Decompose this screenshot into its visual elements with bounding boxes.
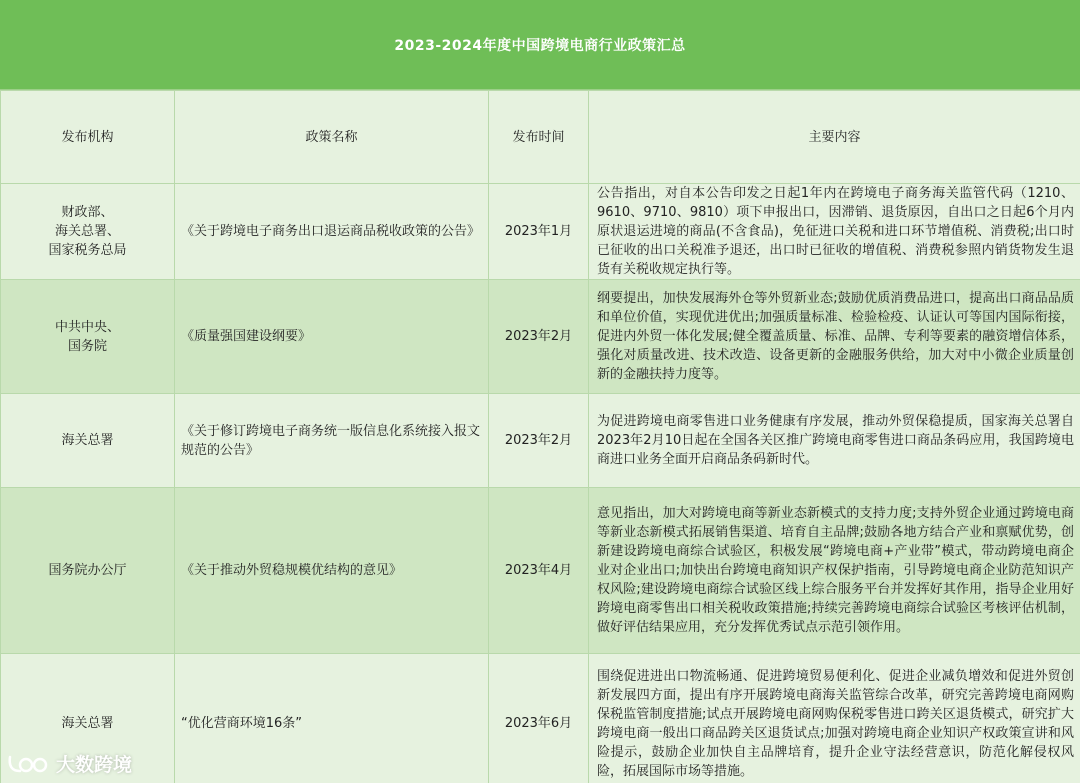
header-row <box>1 91 1080 184</box>
policy-name-cell: 《质量强国建设纲要》 <box>175 280 489 394</box>
org-cell <box>1 280 175 394</box>
org-line: 国务院办公厅 <box>48 563 127 578</box>
org-line: 中共中央、 <box>54 319 120 335</box>
header-content: 主要内容 <box>589 91 1080 184</box>
table-row <box>1 394 1080 488</box>
table-row <box>1 654 1080 783</box>
org-line: 国家税务总局 <box>48 243 127 258</box>
date-cell: 2023年4月 <box>489 488 589 654</box>
content-cell: 为促进跨境电商零售进口业务健康有序发展，推动外贸保稳提质，国家海关总署自2023年2月10日起在全国各关区推广跨境电商零售进口商品条码应用，我国跨境电商进口业务全面开启商品条码新时代。 <box>589 394 1080 488</box>
date-cell: 2023年2月 <box>489 280 589 394</box>
date-cell: 2023年1月 <box>489 184 589 280</box>
table-row <box>1 184 1080 280</box>
org-line: 国务院 <box>67 338 107 354</box>
header-date: 发布时间 <box>489 91 589 184</box>
policy-name-cell: 《关于修订跨境电子商务统一版信息化系统接入报文规范的公告》 <box>175 394 489 488</box>
org-line: 海关总署 <box>61 716 114 731</box>
table-title: 2023-2024年度中国跨境电商行业政策汇总 <box>0 0 1080 90</box>
org-cell <box>1 394 175 488</box>
org-line: 海关总署 <box>61 433 114 448</box>
brand-logo-icon <box>6 753 50 775</box>
content-cell: 纲要提出，加快发展海外仓等外贸新业态;鼓励优质消费品进口，提高出口商品品质和单位价值，实现优进优出;加强质量标准、检验检疫、认证认可等国内国际衔接，促进内外贸一体化发展;健全覆盖质量、标准、品牌、专利等要素的融资增信体系，强化对质量改进、技术改造、设备更新的金融服务供给，加大对中小微企业质量创新的金融扶持力度等。 <box>589 280 1080 394</box>
policy-name-cell: 《关于跨境电子商务出口退运商品税收政策的公告》 <box>175 184 489 280</box>
policy-table <box>0 90 1080 783</box>
org-line: 财政部、 <box>61 205 114 220</box>
policy-name-cell: 《关于推动外贸稳规模优结构的意见》 <box>175 488 489 654</box>
watermark <box>0 750 132 777</box>
content-cell: 围绕促进进出口物流畅通、促进跨境贸易便利化、促进企业减负增效和促进外贸创新发展四方面，提出有序开展跨境电商海关监管综合改革，研究完善跨境电商网购保税监管制度措施;试点开展跨境电商网购保税零售进口跨关区退货模式，研究扩大跨境电商一般出口商品跨关区退货试点;加强对跨境电商企业知识产权政策宣讲和风险提示，鼓励企业加快自主品牌培育，提升企业守法经营意识，防范化解侵权风险，拓展国际市场等措施。 <box>589 654 1080 783</box>
content-cell: 意见指出，加大对跨境电商等新业态新模式的支持力度;支持外贸企业通过跨境电商等新业态新模式拓展销售渠道、培育自主品牌;鼓励各地方结合产业和禀赋优势，创新建设跨境电商综合试验区，积极发展“跨境电商+产业带”模式，带动跨境电商企业对企业出口;加快出台跨境电商知识产权保护指南，引导跨境电商企业防范知识产权风险;建设跨境电商综合试验区线上综合服务平台并发挥好其作用，指导企业用好跨境电商零售出口相关税收政策措施;持续完善跨境电商综合试验区考核评估机制，做好评估结果应用，充分发挥优秀试点示范引领作用。 <box>589 488 1080 654</box>
date-cell: 2023年6月 <box>489 654 589 783</box>
org-cell <box>1 488 175 654</box>
policy-name-cell: “优化营商环境16条” <box>175 654 489 783</box>
watermark-text: 大数跨境 <box>56 754 133 776</box>
header-policy-name: 政策名称 <box>175 91 489 184</box>
table-row <box>1 488 1080 654</box>
table-row <box>1 280 1080 394</box>
content-cell: 公告指出，对自本公告印发之日起1年内在跨境电子商务海关监管代码（1210、9610、9710、9810）项下申报出口，因滞销、退货原因，自出口之日起6个月内原状退运进境的商品(不含食品)，免征进口关税和进口环节增值税、消费税;出口时已征收的出口关税准予退还，出口时已征收的增值税、消费税参照内销货物发生退货有关税收规定执行等。 <box>589 184 1080 280</box>
date-cell: 2023年2月 <box>489 394 589 488</box>
header-org: 发布机构 <box>1 91 175 184</box>
org-line: 海关总署、 <box>54 224 120 239</box>
org-cell <box>1 184 175 280</box>
